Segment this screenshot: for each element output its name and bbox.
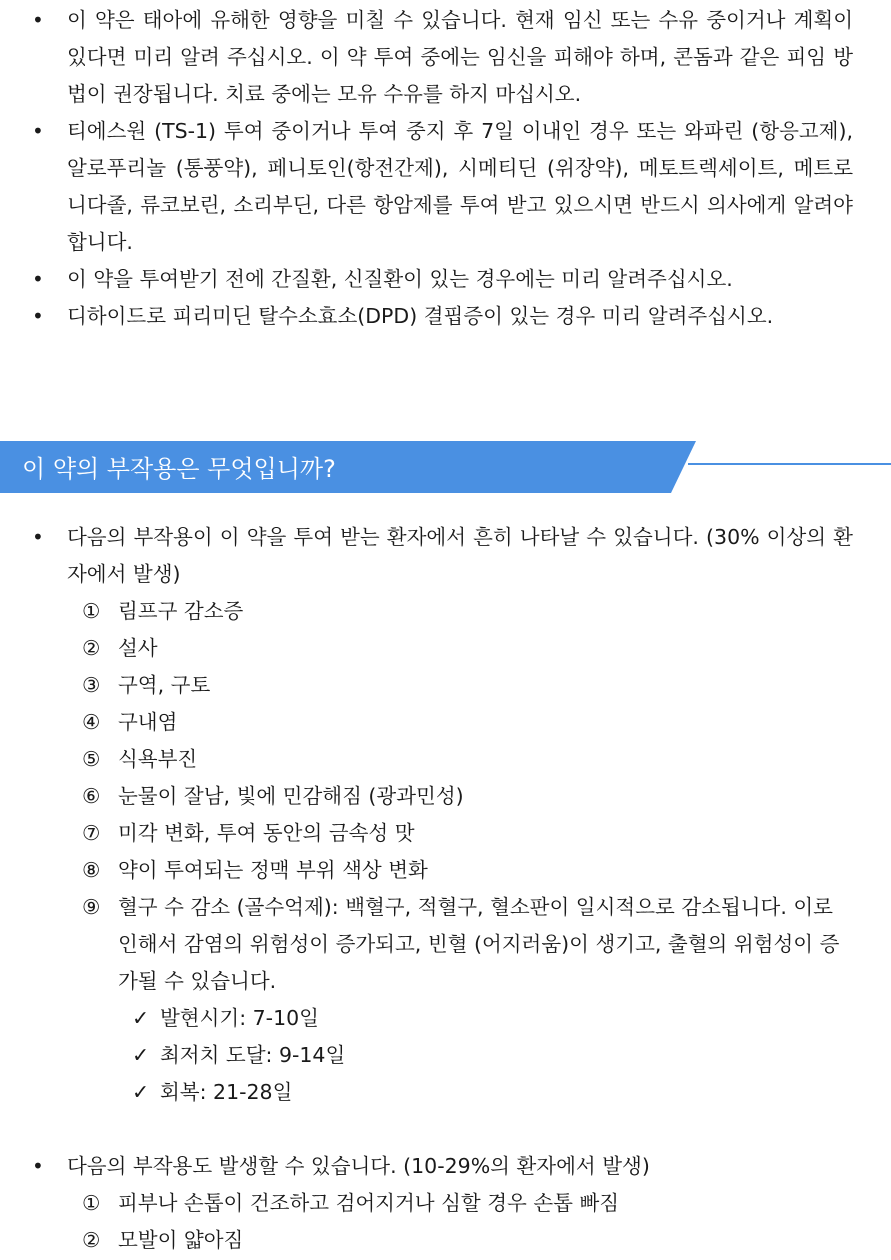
section-title: 이 약의 부작용은 무엇입니까? <box>22 455 336 483</box>
bullet-dot: • <box>32 525 44 549</box>
item-text: 약이 투여되는 정맥 부위 색상 변화 <box>118 858 428 882</box>
precaution-text: 이 약은 태아에 유해한 영향을 미칠 수 있습니다. 현재 임신 또는 수유 중이거나 계획이 있다면 미리 알려 주십시오. 이 약 투여 중에는 임신을 피해야 하며, 콘돔과 같은 피임 방법이 권장됩니다. 치료 중에는 모유 수유를 하지 마십시오. <box>67 8 853 106</box>
precaution-item <box>0 113 891 261</box>
numbered-list <box>0 593 891 1000</box>
numbered-list <box>0 1185 891 1259</box>
check-list <box>0 1000 891 1111</box>
numbered-item <box>0 852 891 889</box>
item-text: 모발이 얇아짐 <box>118 1228 244 1252</box>
side-effect-group-intro: 다음의 부작용도 발생할 수 있습니다. (10-29%의 환자에서 발생) <box>67 1154 650 1178</box>
check-text: 최저치 도달: 9-14일 <box>160 1043 346 1067</box>
spacer <box>0 1111 891 1148</box>
section-header <box>0 441 891 493</box>
precaution-text: 디하이드로 피리미딘 탈수소효소(DPD) 결핍증이 있는 경우 미리 알려주십시오. <box>67 304 774 328</box>
bullet-dot: • <box>32 304 44 328</box>
item-number: ⑨ <box>82 895 101 919</box>
numbered-item <box>0 1185 891 1222</box>
check-icon: ✓ <box>132 1043 150 1067</box>
bullet-dot: • <box>32 267 44 291</box>
bullet-dot: • <box>32 119 44 143</box>
check-text: 발현시기: 7-10일 <box>160 1006 319 1030</box>
item-number: ② <box>82 1228 101 1252</box>
numbered-item <box>0 778 891 815</box>
item-text: 혈구 수 감소 (골수억제): 백혈구, 적혈구, 혈소판이 일시적으로 감소됩니다. 이로 인해서 감염의 위험성이 증가되고, 빈혈 (어지러움)이 생기고, 출혈의 위험성이 증가될 수 있습니다. <box>118 895 840 993</box>
item-number: ④ <box>82 710 101 734</box>
item-text: 식욕부진 <box>118 747 198 771</box>
check-icon: ✓ <box>132 1080 150 1104</box>
numbered-item <box>0 815 891 852</box>
item-number: ⑤ <box>82 747 101 771</box>
item-text: 미각 변화, 투여 동안의 금속성 맛 <box>118 821 415 845</box>
side-effect-group-intro: 다음의 부작용이 이 약을 투여 받는 환자에서 흔히 나타날 수 있습니다. (30% 이상의 환자에서 발생) <box>67 525 853 586</box>
item-number: ⑥ <box>82 784 101 808</box>
check-text: 회복: 21-28일 <box>160 1080 293 1104</box>
precautions-list <box>0 2 891 335</box>
item-text: 눈물이 잘남, 빛에 민감해짐 (광과민성) <box>118 784 464 808</box>
item-text: 설사 <box>118 636 158 660</box>
numbered-item <box>0 704 891 741</box>
item-number: ② <box>82 636 101 660</box>
item-number: ① <box>82 1191 101 1215</box>
bullet-dot: • <box>32 1154 44 1178</box>
precaution-text: 이 약을 투여받기 전에 간질환, 신질환이 있는 경우에는 미리 알려주십시오. <box>67 267 733 291</box>
numbered-item <box>0 593 891 630</box>
precaution-text: 티에스원 (TS-1) 투여 중이거나 투여 중지 후 7일 이내인 경우 또는 와파린 (항응고제), 알로푸리놀 (통풍약), 페니토인(항전간제), 시메티딘 (위장약), 메토트렉세이트, 메트로니다졸, 류코보린, 소리부딘, 다른 항암제를 투여 받고 있으시면 반드시 의사에게 알려야 합니다. <box>67 119 853 254</box>
item-text: 림프구 감소증 <box>118 599 244 623</box>
item-number: ③ <box>82 673 101 697</box>
item-text: 구역, 구토 <box>118 673 211 697</box>
precaution-item <box>0 2 891 113</box>
bullet-dot: • <box>32 8 44 32</box>
check-icon: ✓ <box>132 1006 150 1030</box>
side-effects-list <box>0 519 891 1259</box>
item-number: ⑧ <box>82 858 101 882</box>
side-effect-group <box>0 1148 891 1185</box>
check-item <box>0 1000 891 1037</box>
numbered-item <box>0 667 891 704</box>
side-effect-group <box>0 519 891 593</box>
check-item <box>0 1037 891 1074</box>
item-number: ⑦ <box>82 821 101 845</box>
item-text: 구내염 <box>118 710 178 734</box>
numbered-item <box>0 889 891 1000</box>
precaution-item <box>0 298 891 335</box>
item-text: 피부나 손톱이 건조하고 검어지거나 심할 경우 손톱 빠짐 <box>118 1191 620 1215</box>
check-item <box>0 1074 891 1111</box>
numbered-item <box>0 1222 891 1259</box>
numbered-item <box>0 741 891 778</box>
item-number: ① <box>82 599 101 623</box>
numbered-item <box>0 630 891 667</box>
precaution-item <box>0 261 891 298</box>
